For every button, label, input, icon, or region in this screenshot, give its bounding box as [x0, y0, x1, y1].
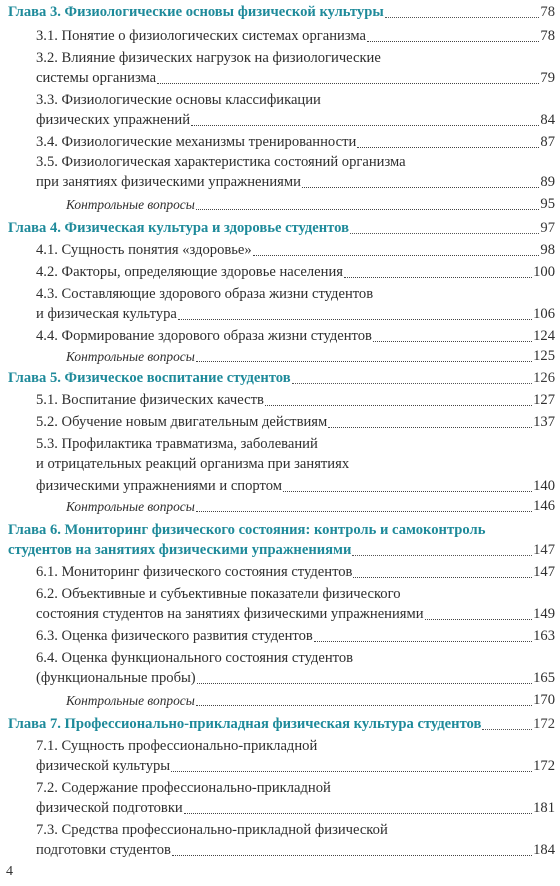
toc-entry-title: Глава 3. Физиологические основы физической культуры — [8, 4, 384, 20]
dot-leader — [302, 187, 540, 188]
toc-entry-title: при занятиях физическими упражнениями — [36, 174, 301, 190]
dot-leader — [352, 555, 532, 556]
toc-page-number: 106 — [533, 306, 555, 322]
toc-entry-line[interactable] — [36, 110, 555, 130]
toc-page-number: 140 — [533, 478, 555, 494]
toc-entry-line[interactable] — [36, 172, 555, 192]
toc-page-number: 184 — [533, 842, 555, 858]
toc-entry-title: состояния студентов на занятиях физическими упражнениями — [36, 606, 424, 622]
toc-entry-title: 3.1. Понятие о физиологических системах организма — [36, 28, 367, 44]
toc-page-number: 89 — [540, 174, 555, 190]
toc-entry-line[interactable] — [36, 778, 331, 798]
toc-entry-title: студентов на занятиях физическими упражнениями — [8, 542, 352, 558]
toc-entry-line[interactable] — [36, 262, 555, 282]
toc-entry-title: 6.1. Мониторинг физического состояния студентов — [36, 564, 353, 580]
toc-questions-line[interactable] — [66, 346, 555, 366]
toc-entry-line[interactable] — [36, 304, 555, 324]
toc-entry-title: физическими упражнениями и спортом — [36, 478, 282, 494]
toc-entry-line[interactable] — [36, 840, 555, 860]
toc-entry-title: 7.3. Средства профессионально-прикладной физической — [36, 822, 388, 838]
toc-entry-line[interactable] — [36, 584, 401, 604]
dot-leader — [191, 125, 539, 126]
toc-entry-title: 3.4. Физиологические механизмы тренированности — [36, 134, 357, 150]
toc-page-number: 172 — [533, 758, 555, 774]
toc-page-number: 147 — [533, 542, 555, 558]
dot-leader — [425, 619, 533, 620]
dot-leader — [196, 705, 532, 706]
toc-entry-line[interactable] — [36, 390, 555, 410]
toc-entry-title: физической подготовки — [36, 800, 183, 816]
toc-entry-title: (функциональные пробы) — [36, 670, 196, 686]
toc-page-number: 126 — [533, 370, 555, 386]
dot-leader — [196, 511, 532, 512]
dot-leader — [373, 341, 532, 342]
toc-entry-title: 6.4. Оценка функционального состояния студентов — [36, 650, 354, 666]
toc-questions-line[interactable] — [66, 496, 555, 516]
dot-leader — [353, 577, 532, 578]
toc-entry-title: Глава 4. Физическая культура и здоровье студентов — [8, 220, 349, 236]
toc-entry-title: Глава 7. Профессионально-прикладная физическая культура студентов — [8, 716, 482, 732]
toc-entry-line[interactable] — [36, 68, 555, 88]
toc-entry-line[interactable] — [36, 152, 406, 172]
toc-entry-title: Глава 6. Мониторинг физического состояния: контроль и самоконтроль — [8, 522, 486, 538]
toc-entry-line[interactable] — [36, 132, 555, 152]
toc-chapter-line[interactable] — [8, 368, 555, 388]
toc-entry-title: Контрольные вопросы — [66, 693, 195, 708]
toc-entry-title: Контрольные вопросы — [66, 197, 195, 212]
dot-leader — [172, 855, 532, 856]
toc-entry-line[interactable] — [36, 26, 555, 46]
toc-entry-title: 4.4. Формирование здорового образа жизни студентов — [36, 328, 372, 344]
toc-entry-line[interactable] — [36, 284, 373, 304]
toc-entry-line[interactable] — [36, 736, 317, 756]
dot-leader — [171, 771, 532, 772]
toc-entry-line[interactable] — [36, 476, 555, 496]
toc-entry-line[interactable] — [36, 562, 555, 582]
dot-leader — [197, 683, 532, 684]
toc-entry-line[interactable] — [36, 648, 353, 668]
dot-leader — [283, 491, 532, 492]
toc-page-number: 84 — [540, 112, 555, 128]
toc-page-number: 78 — [540, 28, 555, 44]
toc-entry-title: 5.2. Обучение новым двигательным действиям — [36, 414, 328, 430]
toc-entry-line[interactable] — [36, 604, 555, 624]
toc-entry-line[interactable] — [36, 756, 555, 776]
dot-leader — [482, 729, 532, 730]
toc-entry-title: 6.3. Оценка физического развития студентов — [36, 628, 313, 644]
toc-entry-line[interactable] — [36, 412, 555, 432]
toc-entry-title: 5.1. Воспитание физических качеств — [36, 392, 264, 408]
toc-page-number: 146 — [533, 498, 555, 514]
toc-page-number: 97 — [540, 220, 555, 236]
toc-entry-title: 4.2. Факторы, определяющие здоровье населения — [36, 264, 343, 280]
toc-chapter-line[interactable] — [8, 714, 555, 734]
dot-leader — [292, 383, 532, 384]
toc-entry-title: физической культуры — [36, 758, 171, 774]
toc-page-number: 100 — [533, 264, 555, 280]
dot-leader — [265, 405, 532, 406]
toc-entry-title: физических упражнений — [36, 112, 191, 128]
toc-page-number: 98 — [540, 242, 555, 258]
toc-page-number: 149 — [533, 606, 555, 622]
toc-entry-line[interactable] — [36, 626, 555, 646]
toc-questions-line[interactable] — [66, 194, 555, 214]
dot-leader — [385, 17, 540, 18]
toc-entry-title: 7.2. Содержание профессионально-прикладной — [36, 780, 331, 796]
toc-page-number: 137 — [533, 414, 555, 430]
toc-page-number: 78 — [540, 4, 555, 20]
toc-page-number: 172 — [533, 716, 555, 732]
dot-leader — [178, 319, 532, 320]
toc-page-number: 87 — [540, 134, 555, 150]
toc-page-number: 163 — [533, 628, 555, 644]
dot-leader — [344, 277, 532, 278]
dot-leader — [314, 641, 532, 642]
dot-leader — [196, 361, 532, 362]
toc-entry-title: Контрольные вопросы — [66, 499, 195, 514]
toc-entry-title: и физическая культура — [36, 306, 177, 322]
toc-entry-title: 7.1. Сущность профессионально-прикладной — [36, 738, 318, 754]
dot-leader — [328, 427, 532, 428]
dot-leader — [157, 83, 539, 84]
toc-entry-title: 4.1. Сущность понятия «здоровье» — [36, 242, 252, 258]
toc-entry-title: Глава 5. Физическое воспитание студентов — [8, 370, 291, 386]
toc-page-number: 95 — [540, 196, 555, 212]
toc-entry-title: 5.3. Профилактика травматизма, заболеваний — [36, 436, 318, 452]
toc-entry-title: 4.3. Составляющие здорового образа жизни студентов — [36, 286, 374, 302]
toc-page-number: 125 — [533, 348, 555, 364]
toc-entry-line[interactable] — [36, 240, 555, 260]
toc-page-number: 124 — [533, 328, 555, 344]
toc-chapter-line[interactable] — [8, 2, 555, 22]
dot-leader — [350, 233, 539, 234]
toc-entry-title: и отрицательных реакций организма при занятиях — [36, 456, 350, 472]
toc-entry-line[interactable] — [36, 326, 555, 346]
toc-chapter-line[interactable] — [8, 218, 555, 238]
toc-entry-line[interactable] — [36, 48, 381, 68]
toc-entry-line[interactable] — [36, 90, 321, 110]
toc-entry-line[interactable] — [36, 668, 555, 688]
toc-questions-line[interactable] — [66, 690, 555, 710]
dot-leader — [253, 255, 540, 256]
dot-leader — [184, 813, 532, 814]
dot-leader — [196, 209, 540, 210]
toc-page-number: 165 — [533, 670, 555, 686]
dot-leader — [357, 147, 539, 148]
toc-entry-title: 3.3. Физиологические основы классификации — [36, 92, 321, 108]
toc-entry-line[interactable] — [36, 820, 388, 840]
toc-entry-line[interactable] — [36, 454, 349, 474]
toc-page-number: 127 — [533, 392, 555, 408]
toc-page-number: 147 — [533, 564, 555, 580]
toc-page-number: 181 — [533, 800, 555, 816]
toc-chapter-line[interactable] — [8, 520, 485, 540]
page-number: 4 — [6, 864, 13, 879]
toc-page-number: 170 — [533, 692, 555, 708]
toc-entry-title: 3.5. Физиологическая характеристика состояний организма — [36, 154, 406, 170]
toc-entry-title: 6.2. Объективные и субъективные показатели физического — [36, 586, 401, 602]
toc-entry-title: Контрольные вопросы — [66, 349, 195, 364]
toc-page-number: 79 — [540, 70, 555, 86]
toc-entry-line[interactable] — [36, 434, 318, 454]
toc-entry-line[interactable] — [36, 798, 555, 818]
toc-entry-title: 3.2. Влияние физических нагрузок на физиологические — [36, 50, 381, 66]
toc-entry-title: подготовки студентов — [36, 842, 171, 858]
toc-entry-title: системы организма — [36, 70, 157, 86]
toc-chapter-line[interactable] — [8, 540, 555, 560]
dot-leader — [367, 41, 539, 42]
